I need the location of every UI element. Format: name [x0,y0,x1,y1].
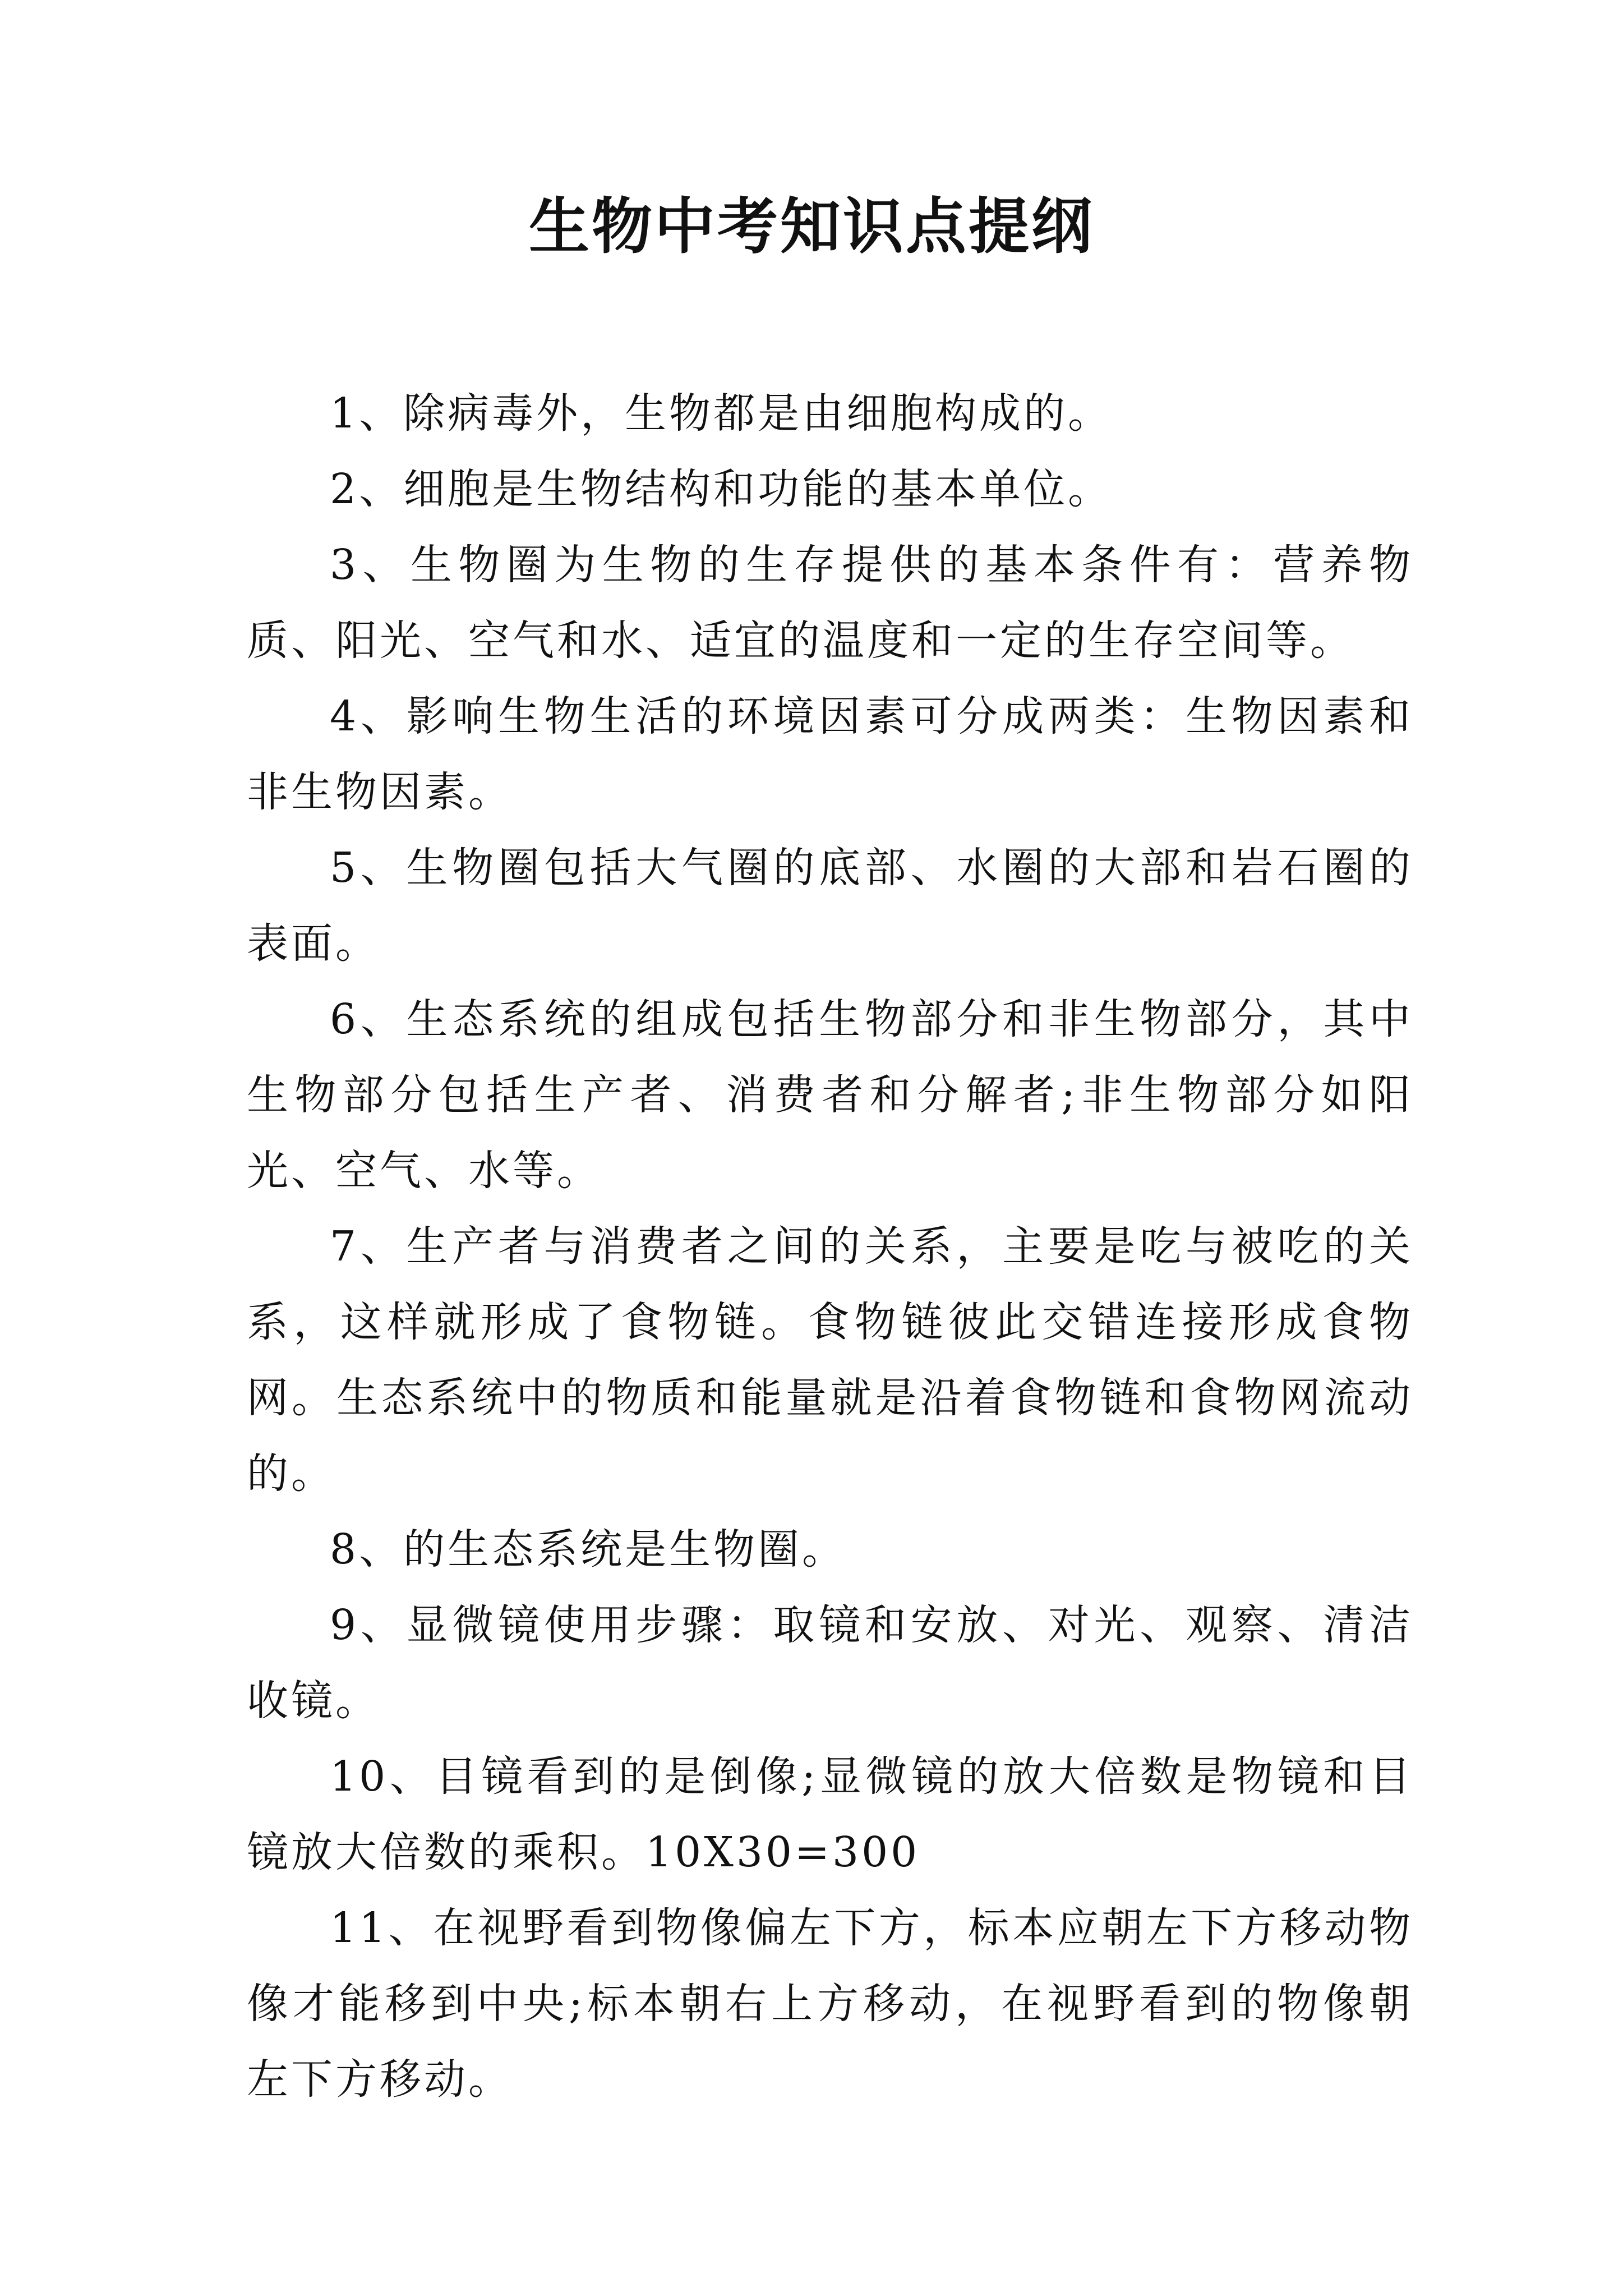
paragraph-6: 6、生态系统的组成包括生物部分和非生物部分，其中生物部分包括生产者、消费者和分解者;非生物部分如阳光、空气、水等。 [247,995,1413,1195]
document-title: 生物中考知识点提纲 [528,191,1094,262]
paragraph-5: 5、生物圈包括大气圈的底部、水圈的大部和岩石圈的表面。 [247,844,1413,968]
paragraph-10: 10、目镜看到的是倒像;显微镜的放大倍数是物镜和目镜放大倍数的乘积。10X30=300 [247,1752,1413,1876]
paragraph-4: 4、影响生物生活的环境因素可分成两类：生物因素和非生物因素。 [247,692,1413,816]
paragraph-9: 9、显微镜使用步骤：取镜和安放、对光、观察、清洁收镜。 [247,1601,1413,1725]
document-body [247,376,1413,2118]
paragraph-2: 2、细胞是生物结构和功能的基本单位。 [330,465,1113,513]
paragraph-1: 1、除病毒外，生物都是由细胞构成的。 [330,389,1113,438]
paragraph-8: 8、的生态系统是生物圈。 [330,1525,847,1573]
paragraph-7: 7、生产者与消费者之间的关系，主要是吃与被吃的关系，这样就形成了食物链。食物链彼此交错连接形成食物网。生态系统中的物质和能量就是沿着食物链和食物网流动的。 [247,1222,1413,1498]
paragraph-3: 3、生物圈为生物的生存提供的基本条件有：营养物质、阳光、空气和水、适宜的温度和一定的生存空间等。 [247,541,1413,665]
paragraph-11: 11、在视野看到物像偏左下方，标本应朝左下方移动物像才能移到中央;标本朝右上方移动，在视野看到的物像朝左下方移动。 [247,1904,1413,2104]
